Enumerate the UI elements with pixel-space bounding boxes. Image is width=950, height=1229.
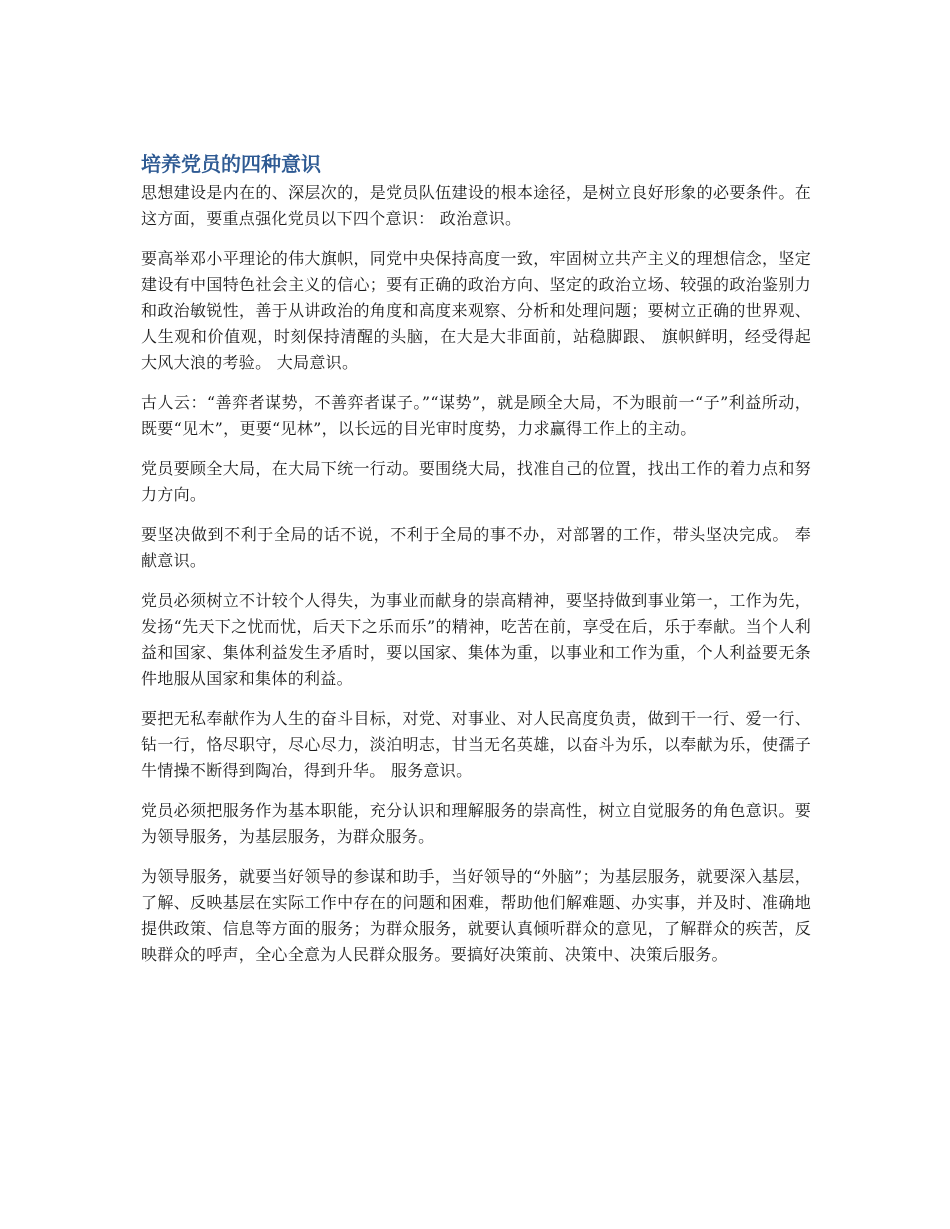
- paragraph-4: 党员要顾全大局，在大局下统一行动。要围绕大局，找准自己的位置，找出工作的着力点和努力方向。: [141, 459, 811, 504]
- paragraph-2: 要高举邓小平理论的伟大旗帜，同党中央保持高度一致，牢固树立共产主义的理想信念，坚定建设有中国特色社会主义的信心；要有正确的政治方向、坚定的政治立场、较强的政治鉴别力和政治敏锐性，善于从讲政治的角度和高度来观察、分析和处理问题；要树立正确的世界观、人生观和价值观，时刻保持清醒的头脑，在大是大非面前，站稳脚跟、 旗帜鲜明，经受得起大风大浪的考验。 大局意识。: [141, 249, 811, 372]
- paragraph-8: 党员必须把服务作为基本职能，充分认识和理解服务的崇高性，树立自觉服务的角色意识。要为领导服务，为基层服务，为群众服务。: [141, 801, 811, 846]
- document-page: [141, 146, 811, 982]
- paragraph-6: 党员必须树立不计较个人得失，为事业而献身的崇高精神，要坚持做到事业第一，工作为先，发扬“先天下之忧而忧，后天下之乐而乐”的精神，吃苦在前，享受在后，乐于奉献。当个人利益和国家、集体利益发生矛盾时，要以国家、集体为重，以事业和工作为重，个人利益要无条件地服从国家和集体的利益。: [141, 591, 811, 688]
- document-title: 培养党员的四种意识: [141, 152, 321, 176]
- paragraph-3: 古人云：“善弈者谋势，不善弈者谋子。”“谋势”，就是顾全大局，不为眼前一“子”利益所动，既要“见木”，更要“见林”，以长远的目光审时度势，力求赢得工作上的主动。: [141, 393, 811, 438]
- paragraph-7: 要把无私奉献作为人生的奋斗目标，对党、对事业、对人民高度负责，做到干一行、爱一行、钻一行，恪尽职守，尽心尽力，淡泊明志，甘当无名英雄，以奋斗为乐，以奉献为乐，使孺子牛情操不断得到陶冶，得到升华。 服务意识。: [141, 709, 811, 780]
- paragraph-9: 为领导服务，就要当好领导的参谋和助手，当好领导的“外脑”；为基层服务，就要深入基层，了解、反映基层在实际工作中存在的问题和困难，帮助他们解难题、办实事，并及时、准确地提供政策、信息等方面的服务；为群众服务，就要认真倾听群众的意见，了解群众的疾苦，反映群众的呼声，全心全意为人民群众服务。要搞好决策前、决策中、决策后服务。: [141, 867, 811, 964]
- paragraph-5: 要坚决做到不利于全局的话不说，不利于全局的事不办，对部署的工作，带头坚决完成。 奉献意识。: [141, 525, 811, 570]
- paragraph-1: 思想建设是内在的、深层次的，是党员队伍建设的根本途径，是树立良好形象的必要条件。在这方面，要重点强化党员以下四个意识： 政治意识。: [141, 183, 811, 228]
